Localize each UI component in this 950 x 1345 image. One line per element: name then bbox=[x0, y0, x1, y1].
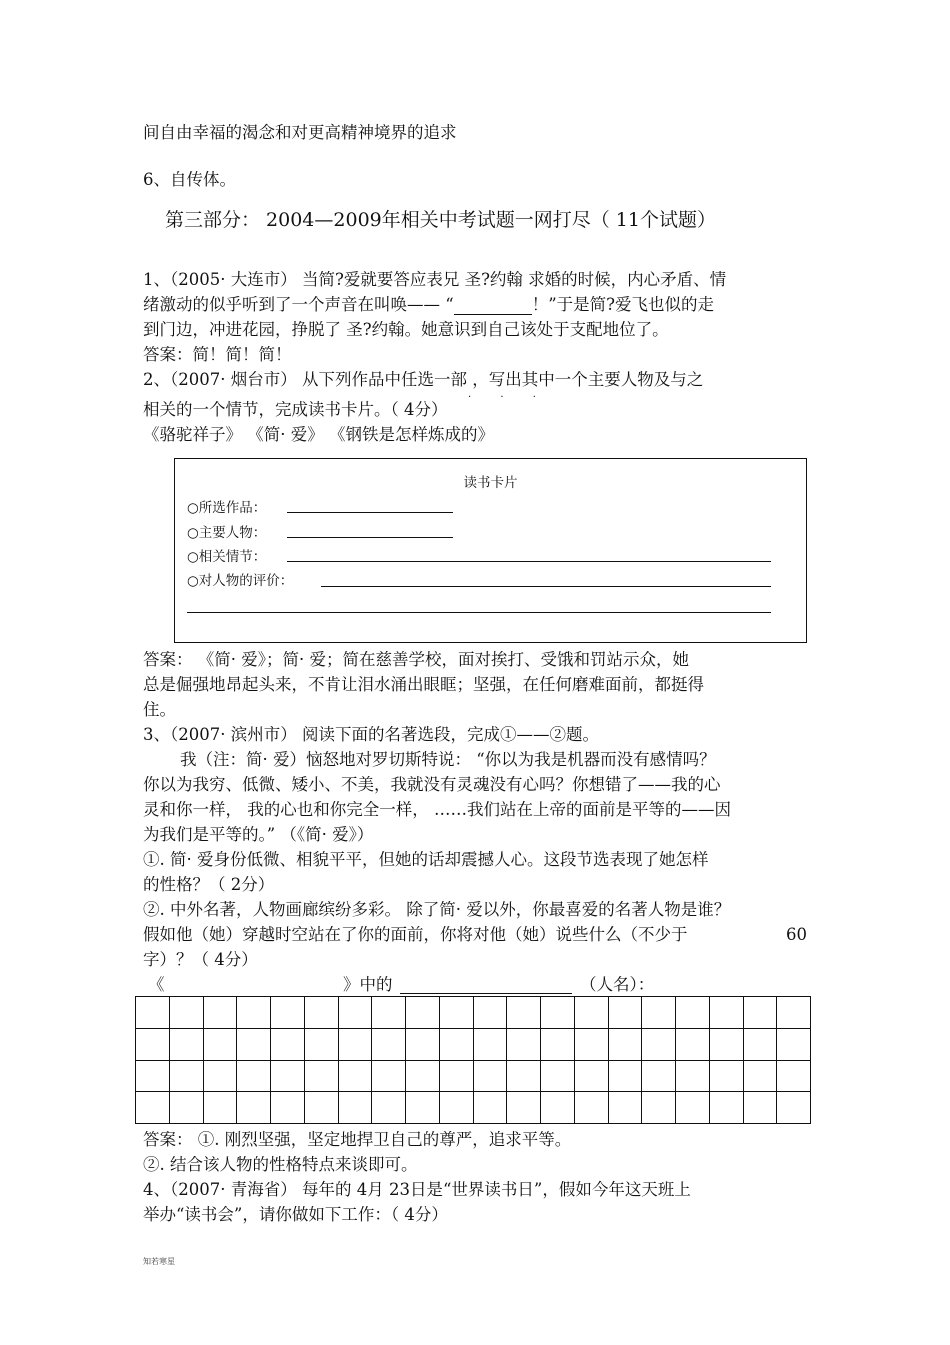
grid-cell bbox=[744, 997, 778, 1029]
text-line: 住。 bbox=[143, 700, 176, 719]
grid-cell bbox=[339, 997, 373, 1029]
section-heading: 第三部分： 2004—2009年相关中考试题一网打尽（ 11个试题） bbox=[165, 209, 716, 231]
grid-cell bbox=[170, 997, 204, 1029]
text-line: 灵和你一样， 我的心也和你完全一样， ……我们站在上帝的面前是平等的——因 bbox=[143, 800, 731, 819]
text-segment: ！”于是简?爱飞也似的走 bbox=[531, 295, 714, 314]
grid-cell bbox=[642, 997, 676, 1029]
grid-cell bbox=[609, 997, 643, 1029]
text-line: 举办“读书会”，请你做如下工作：（ 4分） bbox=[143, 1205, 448, 1224]
grid-cell bbox=[372, 997, 406, 1029]
text-segment: （人名）： bbox=[580, 975, 655, 994]
grid-cell bbox=[170, 1092, 204, 1124]
grid-cell bbox=[406, 1092, 440, 1124]
grid-cell bbox=[710, 1092, 744, 1124]
text-line: 你以为我穷、低微、矮小、不美，我就没有灵魂没有心吗？你想错了——我的心 bbox=[143, 775, 721, 794]
grid-cell bbox=[440, 1029, 474, 1061]
grid-cell bbox=[609, 1029, 643, 1061]
grid-cell bbox=[676, 1029, 710, 1061]
grid-cell bbox=[575, 1092, 609, 1124]
text-line: 到门边，冲进花园，挣脱了 圣?约翰。她意识到自己该处于支配地位了。 bbox=[143, 320, 669, 339]
grid-cell bbox=[507, 1029, 541, 1061]
grid-cell bbox=[541, 1061, 575, 1093]
grid-cell bbox=[204, 997, 238, 1029]
emphasis-dots: · · · bbox=[468, 392, 549, 403]
text-line: 间自由幸福的渴念和对更高精神境界的追求 bbox=[143, 123, 457, 142]
grid-cell bbox=[136, 1092, 170, 1124]
card-blank bbox=[287, 537, 453, 538]
grid-cell bbox=[541, 997, 575, 1029]
grid-cell bbox=[204, 1092, 238, 1124]
grid-cell bbox=[777, 1061, 811, 1093]
text-line: 为我们是平等的。” （《简· 爱》） bbox=[143, 825, 374, 844]
grid-cell bbox=[507, 997, 541, 1029]
text-line bbox=[143, 295, 714, 315]
card-field-plot: ○相关情节： bbox=[187, 549, 267, 565]
grid-cell bbox=[474, 997, 508, 1029]
grid-cell bbox=[170, 1029, 204, 1061]
text-line: 1、（2005· 大连市） 当简?爱就要答应表兄 圣?约翰 求婚的时候，内心矛盾、情 bbox=[143, 270, 727, 289]
card-blank bbox=[321, 586, 771, 587]
grid-cell bbox=[136, 1061, 170, 1093]
grid-cell bbox=[642, 1092, 676, 1124]
grid-cell bbox=[507, 1092, 541, 1124]
grid-cell bbox=[372, 1092, 406, 1124]
grid-cell bbox=[676, 997, 710, 1029]
grid-cell bbox=[271, 1029, 305, 1061]
grid-cell bbox=[440, 1061, 474, 1093]
grid-cell bbox=[136, 1029, 170, 1061]
grid-cell bbox=[204, 1061, 238, 1093]
grid-cell bbox=[237, 1061, 271, 1093]
grid-cell bbox=[744, 1061, 778, 1093]
grid-cell bbox=[271, 997, 305, 1029]
grid-cell bbox=[710, 1029, 744, 1061]
grid-cell bbox=[744, 1029, 778, 1061]
text-segment: 绪激动的似乎听到了一个声音在叫唤—— “ bbox=[143, 295, 454, 314]
text-line: ②. 中外名著，人物画廊缤纷多彩。 除了简· 爱以外，你最喜爱的名著人物是谁？ bbox=[143, 900, 731, 919]
text-line: 假如他（她）穿越时空站在了你的面前，你将对他（她）说些什么（不少于 bbox=[143, 925, 688, 944]
grid-cell bbox=[575, 997, 609, 1029]
name-blank bbox=[400, 993, 572, 994]
card-field-character: ○主要人物： bbox=[187, 525, 267, 541]
grid-cell bbox=[710, 997, 744, 1029]
grid-cell bbox=[575, 1029, 609, 1061]
text-line: 60 bbox=[786, 925, 807, 944]
page-footer: 知若寒星 bbox=[143, 1257, 175, 1266]
text-line: ①. 简· 爱身份低微、相貌平平，但她的话却震撼人心。这段节选表现了她怎样 bbox=[143, 850, 709, 869]
card-title: 读书卡片 bbox=[463, 475, 518, 491]
text-segment: 》中的 bbox=[343, 975, 393, 994]
grid-cell bbox=[305, 1092, 339, 1124]
grid-cell bbox=[136, 997, 170, 1029]
grid-cell bbox=[305, 997, 339, 1029]
grid-cell bbox=[474, 1061, 508, 1093]
card-blank bbox=[287, 561, 771, 562]
grid-cell bbox=[541, 1092, 575, 1124]
grid-cell bbox=[372, 1061, 406, 1093]
writing-grid bbox=[135, 996, 811, 1124]
grid-cell bbox=[474, 1029, 508, 1061]
text-line: 答案： ①. 刚烈坚强，坚定地捍卫自己的尊严，追求平等。 bbox=[143, 1130, 572, 1149]
grid-cell bbox=[170, 1061, 204, 1093]
grid-cell bbox=[339, 1092, 373, 1124]
card-blank bbox=[287, 512, 453, 513]
grid-cell bbox=[305, 1029, 339, 1061]
text-line: 我（注：简· 爱）恼怒地对罗切斯特说： “你以为我是机器而没有感情吗？ bbox=[180, 750, 716, 769]
grid-cell bbox=[339, 1061, 373, 1093]
text-line: ②. 结合该人物的性格特点来谈即可。 bbox=[143, 1155, 418, 1174]
grid-cell bbox=[204, 1029, 238, 1061]
text-line: 4、（2007· 青海省） 每年的 4月 23日是“世界读书日”，假如今年这天班上 bbox=[143, 1180, 691, 1199]
grid-cell bbox=[237, 997, 271, 1029]
text-line: 2、（2007· 烟台市） 从下列作品中任选一部 ，写出其中一个主要人物及与之 bbox=[143, 370, 704, 389]
reading-card bbox=[174, 458, 807, 643]
text-segment: 《 bbox=[148, 975, 165, 994]
grid-cell bbox=[777, 1029, 811, 1061]
grid-cell bbox=[507, 1061, 541, 1093]
text-line: 《骆驼祥子》 《简· 爱》 《钢铁是怎样炼成的》 bbox=[143, 425, 494, 444]
grid-cell bbox=[406, 997, 440, 1029]
grid-cell bbox=[271, 1061, 305, 1093]
grid-cell bbox=[271, 1092, 305, 1124]
grid-cell bbox=[777, 1092, 811, 1124]
text-line: 3、（2007· 滨州市） 阅读下面的名著选段，完成①——②题。 bbox=[143, 725, 599, 744]
text-line: 答案： 《简· 爱》；简· 爱；简在慈善学校，面对挨打、受饿和罚站示众，她 bbox=[143, 650, 689, 669]
text-line: 总是倔强地昂起头来，不肯让泪水涌出眼眶；坚强，在任何磨难面前，都挺得 bbox=[143, 675, 704, 694]
grid-cell bbox=[676, 1061, 710, 1093]
grid-cell bbox=[642, 1029, 676, 1061]
grid-cell bbox=[710, 1061, 744, 1093]
grid-cell bbox=[305, 1061, 339, 1093]
text-line: 答案：简！简！简！ bbox=[143, 345, 292, 364]
text-line: 字）？（ 4分） bbox=[143, 950, 258, 969]
grid-cell bbox=[642, 1061, 676, 1093]
text-line: 相关的一个情节，完成读书卡片。（ 4分） bbox=[143, 400, 448, 419]
grid-cell bbox=[474, 1092, 508, 1124]
grid-cell bbox=[406, 1061, 440, 1093]
fill-blank bbox=[454, 296, 532, 315]
text-line: 的性格？（ 2分） bbox=[143, 875, 275, 894]
text-line: 6、自传体。 bbox=[143, 170, 236, 189]
grid-cell bbox=[440, 1092, 474, 1124]
grid-cell bbox=[609, 1092, 643, 1124]
grid-cell bbox=[609, 1061, 643, 1093]
grid-cell bbox=[406, 1029, 440, 1061]
grid-cell bbox=[676, 1092, 710, 1124]
grid-cell bbox=[541, 1029, 575, 1061]
grid-cell bbox=[440, 997, 474, 1029]
grid-cell bbox=[744, 1092, 778, 1124]
grid-cell bbox=[575, 1061, 609, 1093]
grid-cell bbox=[237, 1029, 271, 1061]
grid-cell bbox=[372, 1029, 406, 1061]
card-blank bbox=[187, 612, 771, 613]
grid-cell bbox=[237, 1092, 271, 1124]
card-field-work: ○所选作品： bbox=[187, 500, 267, 516]
grid-cell bbox=[339, 1029, 373, 1061]
grid-cell bbox=[777, 997, 811, 1029]
card-field-evaluation: ○对人物的评价： bbox=[187, 573, 294, 589]
